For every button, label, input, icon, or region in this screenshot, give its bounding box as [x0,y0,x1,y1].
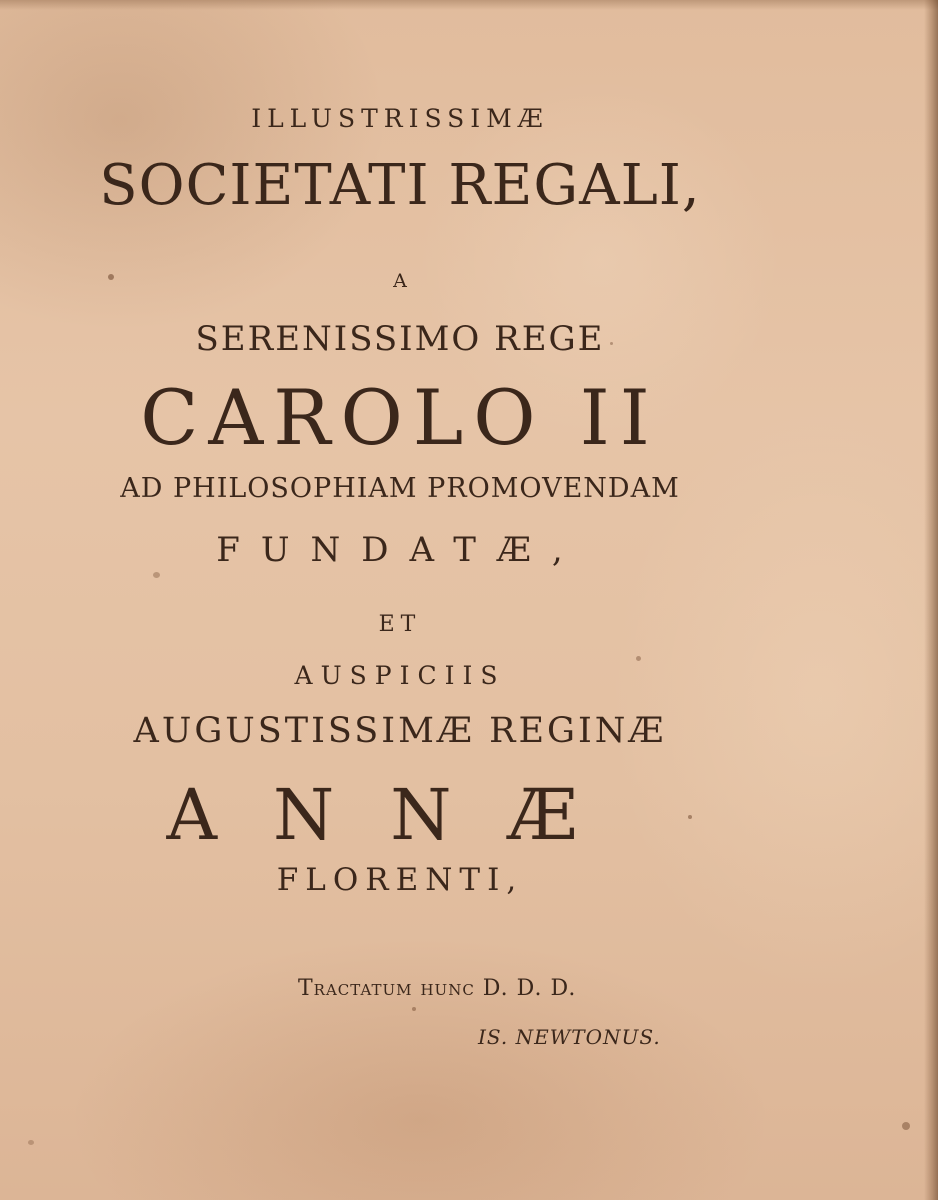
dedication-line-auspiciis: AUSPICIIS [294,661,506,690]
dedication-line-annae: ANNÆ [166,774,634,856]
dedication-line-a: A [393,270,407,292]
page-binding-edge [924,0,938,1200]
dedication-line-ad-philosophiam: AD PHILOSOPHIAM PROMOVENDAM [120,473,680,504]
dedication-line-illustrissimae: ILLUSTRISSIMÆ [251,104,549,133]
foxing-spot [28,1140,34,1145]
page-top-edge [0,0,938,10]
dedication-line-et: ET [378,612,422,637]
foxing-spot [902,1122,910,1130]
dedication-line-tractatum: Tractatum hunc D. D. D. [298,976,577,1001]
dedication-line-fundatae: FUNDATÆ, [216,530,584,570]
foxing-spot [153,572,160,578]
dedication-line-florenti: FLORENTI, [276,862,524,898]
dedication-line-augustissimae-reginae: AUGUSTISSIMÆ REGINÆ [133,711,667,751]
author-signature-line: IS. NEWTONUS. [478,1025,661,1049]
foxing-spot [636,656,641,661]
dedication-line-serenissimo-rege: SERENISSIMO REGE [195,319,605,359]
dedication-line-societati-regali: SOCIETATI REGALI, [99,153,701,218]
dedication-line-carolo-ii: CAROLO II [140,373,660,462]
foxing-spot [412,1007,416,1011]
